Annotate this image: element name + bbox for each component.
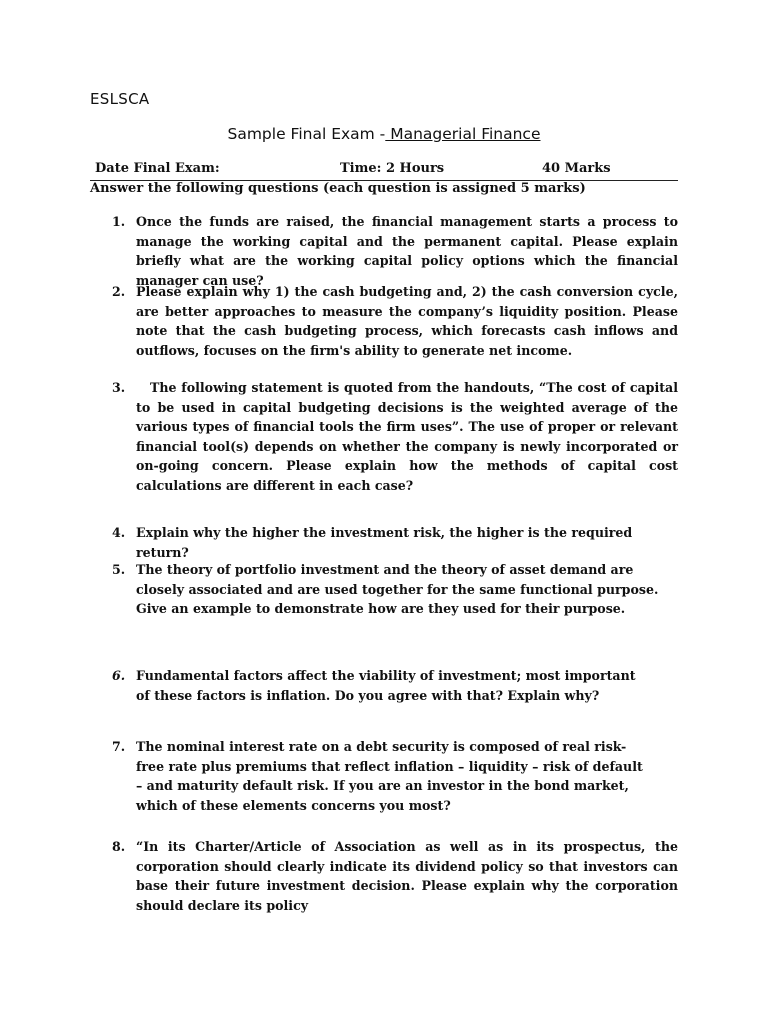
question-item [112, 737, 678, 815]
question-text: The nominal interest rate on a debt security is composed of real risk-free rate plus premiums that reflect inflation – liquidity – risk of default – and maturity default risk. If you are an investor in the bond market, which of these elements concerns you most? [136, 739, 643, 813]
question-number: 5. [112, 562, 126, 577]
question-number: 4. [112, 525, 126, 540]
question-number: 7. [112, 739, 126, 754]
question-number: 3. [112, 380, 126, 395]
question-item [112, 523, 678, 562]
question-item [112, 378, 678, 496]
question-text: Fundamental factors affect the viability of investment; most important of these factors is inflation. Do you agree with that? Explain why? [136, 668, 636, 703]
question-item [112, 560, 678, 619]
question-text: The following statement is quoted from the handouts, “The cost of capital to be used in capital budgeting decisions is the weighted average of the various types of financial tools the firm uses”. The use of proper or relevant financial tool(s) depends on whether the company is newly incorporated or on-going concern. Please explain how the methods of capital cost calculations are different in each case? [136, 380, 678, 493]
question-number: 6. [112, 668, 126, 683]
question-text: Explain why the higher the investment risk, the higher is the required return? [136, 525, 633, 560]
question-text: The theory of portfolio investment and the theory of asset demand are closely associated and are used together for the same functional purpose. Give an example to demonstrate how are they used for their purpose. [136, 562, 659, 617]
question-text: “In its Charter/Article of Association as well as in its prospectus, the corporation should clearly indicate its dividend policy so that investors can base their future investment decision. Please explain why the corporation should declare its policy [136, 839, 678, 913]
exam-title [0, 125, 768, 143]
organization-name: ESLSCA [90, 90, 150, 108]
exam-marks-label: 40 Marks [542, 161, 611, 176]
exam-instructions: Answer the following questions (each question is assigned 5 marks) [90, 181, 586, 196]
question-item [112, 282, 678, 360]
exam-meta-row [90, 160, 678, 181]
exam-title-prefix: Sample Final Exam - [227, 125, 386, 143]
question-number: 2. [112, 284, 126, 299]
course-name: Managerial Finance [385, 125, 541, 143]
question-text: Once the funds are raised, the financial management starts a process to manage the working capital and the permanent capital. Please explain briefly what are the working capital policy options which the financial manager can use? [136, 214, 678, 288]
question-item [112, 666, 678, 705]
question-number: 8. [112, 839, 126, 854]
question-number: 1. [112, 214, 126, 229]
question-text: Please explain why 1) the cash budgeting and, 2) the cash conversion cycle, are better approaches to measure the company’s liquidity position. Please note that the cash budgeting process, which forecasts cash inflows and outflows, focuses on the firm's ability to generate net income. [136, 284, 678, 358]
exam-date-label: Date Final Exam: [95, 161, 220, 176]
question-item [112, 212, 678, 290]
exam-time-label: Time: 2 Hours [340, 161, 445, 176]
question-item [112, 837, 678, 915]
